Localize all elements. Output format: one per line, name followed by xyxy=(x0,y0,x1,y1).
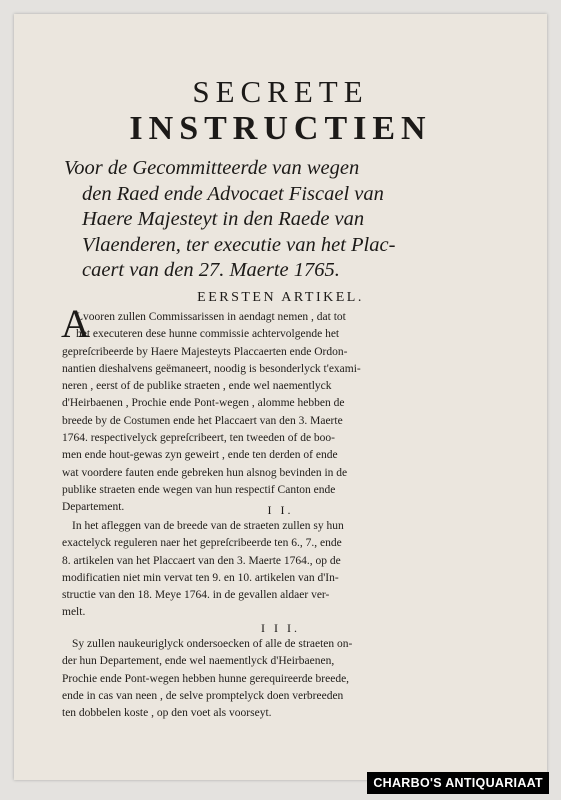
article-1-text xyxy=(62,309,446,517)
article-3-heading: I I I. xyxy=(261,621,300,635)
text-line: structie van den 18. Meye 1764. in de gevallen aldaer ver- xyxy=(62,589,330,602)
text-line: wat voordere fauten ende gebreken hun alsnog bevinden in de xyxy=(62,466,348,479)
document-title-line1: SECRETE xyxy=(192,74,369,109)
text-line: Sy zullen naukeuriglyck ondersoecken of alle de straeten on- xyxy=(72,638,353,650)
text-line: publike straeten ende wegen van hun respectif Canton ende xyxy=(62,483,336,496)
subtitle-line: Vlaenderen, ter executie van het Plac- xyxy=(82,233,396,256)
subtitle-line: den Raed ende Advocaet Fiscael van xyxy=(82,182,384,205)
text-line: ten dobbelen koste , op den voet als voorseyt. xyxy=(62,707,272,720)
text-line: breede by de Costumen ende het Placcaert van den 3. Maerte xyxy=(62,414,343,427)
article-3-text xyxy=(62,636,446,722)
article-1-heading: EERSTEN ARTIKEL. xyxy=(197,290,364,305)
text-line: exactelyck reguleren naer het gepreſcribeerde ten 6., 7., ende xyxy=(62,537,342,550)
article-2-heading: I I. xyxy=(267,503,294,517)
article-2-text xyxy=(62,518,446,622)
document-subtitle xyxy=(64,156,436,284)
subtitle-line: caert van den 27. Maerte 1765. xyxy=(82,259,340,281)
text-line: ende in cas van neen , de selve promptelyck doen verbreeden xyxy=(62,689,344,702)
document-title-line2: INSTRUCTIEN xyxy=(129,110,432,147)
text-line: Prochie ende Pont-wegen hebben hunne gerequireerde breede, xyxy=(62,672,350,685)
text-line: gepreſcribeerde by Haere Majesteyts Placcaerten ende Ordon- xyxy=(62,345,348,358)
text-line: d'Heirbaenen , Prochie ende Pont-wegen , alomme hebben de xyxy=(62,397,345,410)
text-line: Lvooren zullen Commissarissen in aendagt nemen , dat tot xyxy=(76,311,346,323)
text-line: 8. artikelen van het Placcaert van den 3. Maerte 1764., op de xyxy=(62,554,341,567)
text-line: melt. xyxy=(62,606,86,619)
subtitle-line: Voor de Gecommitteerde van wegen xyxy=(64,157,360,179)
watermark-label: CHARBO'S ANTIQUARIAAT xyxy=(367,772,549,794)
text-line: men ende hout-gewas zyn geweirt , ende ten derden of ende xyxy=(62,449,338,462)
drop-cap: A xyxy=(61,301,90,346)
subtitle-line: Haere Majesteyt in den Raede van xyxy=(82,208,365,230)
text-line: het executeren dese hunne commissie achtervolgende het xyxy=(76,328,340,341)
text-line: Departement. xyxy=(62,501,125,514)
text-line: In het afleggen van de breede van de straeten zullen sy hun xyxy=(72,520,344,532)
text-line: 1764. respectivelyck gepreſcribeert, ten tweeden of de boo- xyxy=(62,432,336,445)
text-line: nantien dieshalvens geëmaneert, noodig is besonderlyck t'exami- xyxy=(62,362,361,375)
text-line: modificatien niet min vervat ten 9. en 10. artikelen van d'In- xyxy=(62,571,339,584)
text-line: neren , eerst of de publike straeten , ende wel naementlyck xyxy=(62,380,332,393)
text-line: der hun Departement, ende wel naementlyck d'Heirbaenen, xyxy=(62,655,335,668)
